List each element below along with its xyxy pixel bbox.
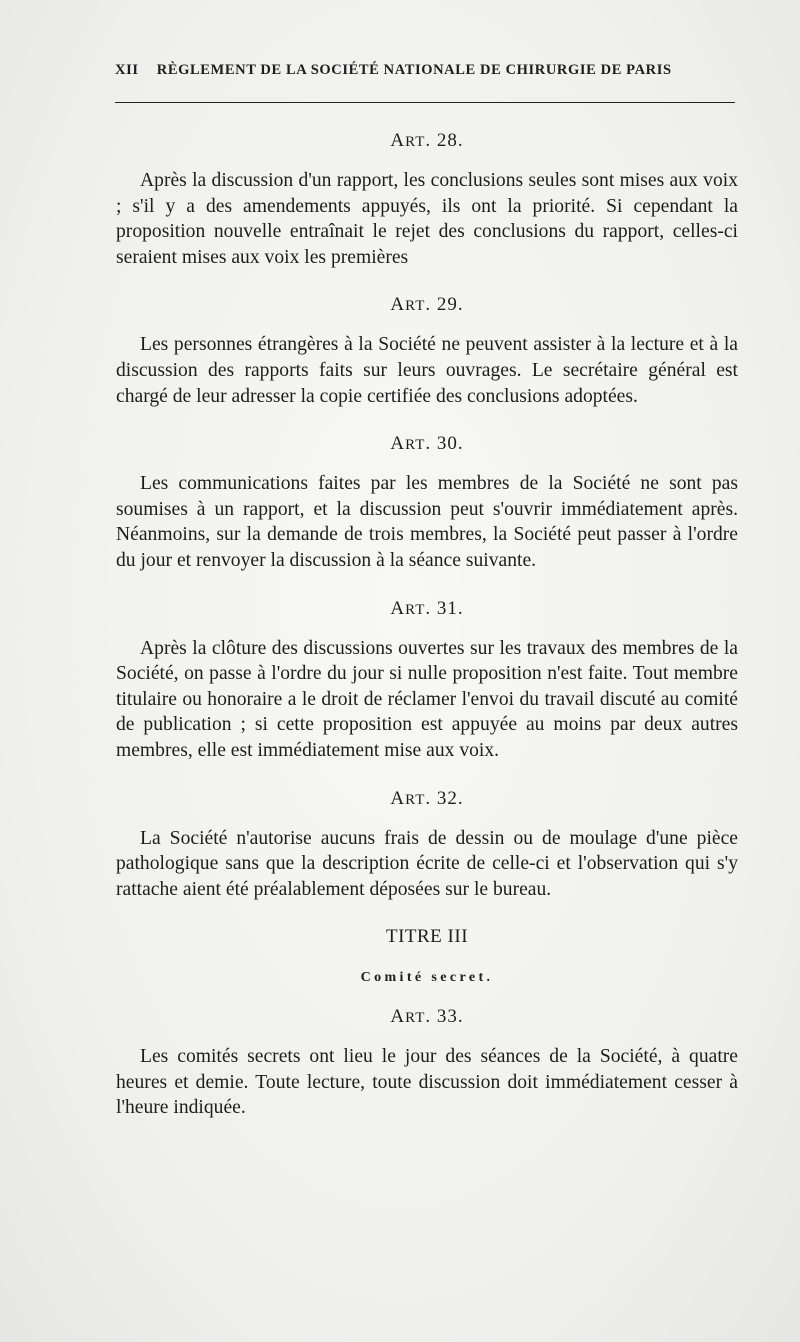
article-33-heading-number: . 33. bbox=[425, 1006, 464, 1028]
running-title: RÈGLEMENT DE LA SOCIÉTÉ NATIONALE DE CHIRURGIE DE PARIS bbox=[156, 62, 672, 78]
header-rule bbox=[115, 102, 735, 103]
article-29-heading-small-caps: RT bbox=[405, 298, 426, 315]
article-30-heading-initial: A bbox=[390, 433, 406, 455]
running-header bbox=[115, 62, 735, 79]
article-32-heading-number: . 32. bbox=[425, 787, 464, 809]
article-31-heading-number: . 31. bbox=[425, 597, 464, 619]
article-28-heading-initial: A bbox=[390, 130, 406, 151]
article-32-text: La Société n'autorise aucuns frais de dessin ou de moulage d'une pièce pathologique sans que la description écrite de celle-ci et l'observation qui s'y rattache aient été préalablement déposées sur le bureau. bbox=[116, 827, 738, 900]
article-30-text: Les communications faites par les membres de la Société ne sont pas soumises à un rapport, et la discussion peut s'ouvrir immédiatement après. Néanmoins, sur la demande de trois membres, la Société peut passer à l'ordre du jour et renvoyer la discussion à la séance suivante. bbox=[116, 473, 738, 571]
article-29-heading-number: . 29. bbox=[425, 294, 464, 316]
article-33-heading bbox=[116, 1002, 738, 1032]
article-29-heading bbox=[116, 290, 738, 320]
article-31-heading-small-caps: RT bbox=[405, 601, 426, 618]
section-title: TITRE III bbox=[385, 926, 469, 948]
article-32-heading bbox=[116, 784, 738, 814]
page-folio: XII bbox=[115, 62, 139, 78]
article-32-heading-small-caps: RT bbox=[405, 791, 426, 808]
article-31-heading-initial: A bbox=[390, 597, 406, 619]
article-33-text: Les comités secrets ont lieu le jour des séances de la Société, à quatre heures et demie. Toute lecture, toute discussion doit immédiatement cesser à l'heure indiquée. bbox=[116, 1046, 738, 1119]
article-31-heading bbox=[116, 594, 738, 624]
article-33-heading-small-caps: RT bbox=[405, 1010, 426, 1027]
article-32-heading-initial: A bbox=[390, 787, 406, 809]
article-28-heading-number: . 28. bbox=[425, 130, 464, 151]
page-body bbox=[116, 126, 738, 1141]
article-33-heading-initial: A bbox=[390, 1006, 406, 1028]
section-subtitle: Comité secret. bbox=[360, 970, 494, 986]
article-30-heading-number: . 30. bbox=[425, 433, 464, 455]
article-28-text: Après la discussion d'un rapport, les conclusions seules sont mises aux voix ; s'il y a des amendements appuyés, ils ont la priorité. Si cependant la proposition nouvelle entraînait le rejet des conclusions du rapport, celles-ci seraient mises aux voix les premières bbox=[116, 170, 738, 268]
article-29-heading-initial: A bbox=[390, 294, 406, 316]
article-29-text: Les personnes étrangères à la Société ne peuvent assister à la lecture et à la discussion des rapports faits sur leurs ouvrages. Le secrétaire général est chargé de leur adresser la copie certifiée des conclusions adoptées. bbox=[116, 334, 738, 407]
article-28-heading-small-caps: RT bbox=[405, 134, 426, 150]
article-30-heading-small-caps: RT bbox=[405, 437, 426, 454]
article-28-heading bbox=[116, 126, 738, 156]
article-30-heading bbox=[116, 429, 738, 459]
article-31-text: Après la clôture des discussions ouvertes sur les travaux des membres de la Société, on passe à l'ordre du jour si nulle proposition n'est faite. Tout membre titulaire ou honoraire a le droit de réclamer l'envoi du travail discuté au comité de publication ; si cette proposition est appuyée au moins par deux autres membres, elle est immédiatement mise aux voix. bbox=[116, 637, 738, 761]
